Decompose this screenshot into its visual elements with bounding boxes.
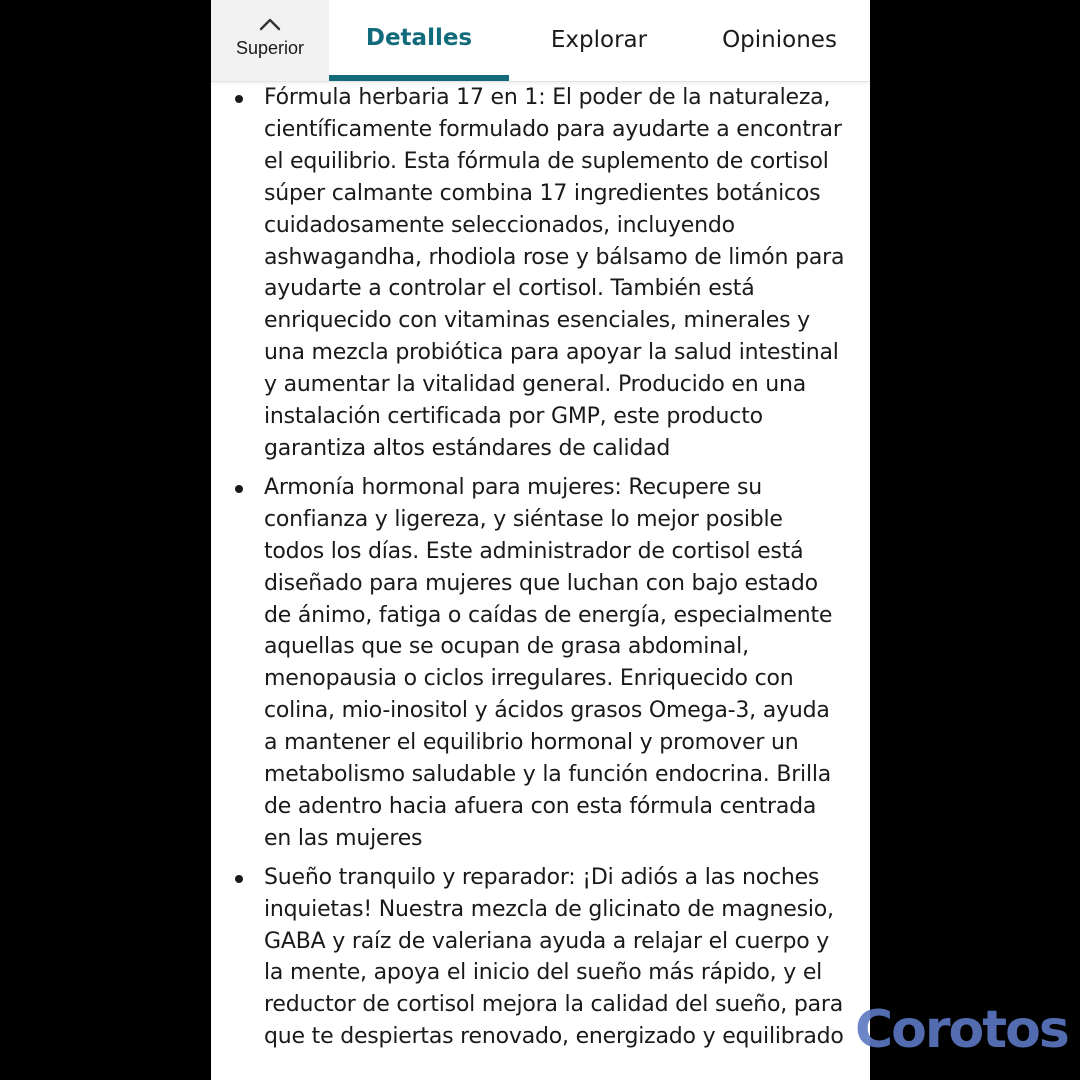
bullet-text: Armonía hormonal para mujeres: Recupere su confianza y ligereza, y siéntase lo mejor posible todos los días. Este administrador de cortisol está diseñado para mujeres que luchan con bajo estado de ánimo, fatiga o caídas de energía, especialmente aquellas que se ocupan de grasa abdominal, menopausia o ciclos irregulares. Enriquecido con colina, mio-inositol y ácidos grasos Omega-3, ayuda a mantener el equilibrio hormonal y promover un metabolismo saludable y la función endocrina. Brilla de adentro hacia afuera con esta fórmula centrada en las mujeres [264, 474, 833, 851]
list-item [233, 82, 846, 465]
tab-bar [211, 0, 870, 82]
details-content [211, 82, 870, 1060]
active-tab-indicator [329, 75, 509, 81]
bullet-dot [235, 485, 243, 493]
scroll-to-top-label: Superior [235, 38, 305, 58]
bullet-text: Sueño tranquilo y reparador: ¡Di adiós a las noches inquietas! Nuestra mezcla de glicinato de magnesio, GABA y raíz de valeriana ayuda a relajar el cuerpo y la mente, apoya el inicio del sueño más rápido, y el reductor de cortisol mejora la calidad del sueño, para que te despiertas renovado, energizado y equilibrado [264, 864, 844, 1050]
tab-label: Explorar [550, 27, 648, 53]
watermark-logo: Corotos [855, 1000, 1068, 1060]
bullet-text: Fórmula herbaria 17 en 1: El poder de la naturaleza, científicamente formulado para ayudarte a encontrar el equilibrio. Esta fórmula de suplemento de cortisol súper calmante combina 17 ingredientes botánicos cuidadosamente seleccionados, incluyendo ashwagandha, rhodiola rose y bálsamo de limón para ayudarte a controlar el cortisol. También está enriquecido con vitaminas esenciales, minerales y una mezcla probiótica para apoyar la salud intestinal y aumentar la vitalidad general. Producido en una instalación certificada por GMP, este producto garantiza altos estándares de calidad [264, 85, 845, 461]
tab-opiniones[interactable] [689, 0, 870, 81]
chevron-up-icon [259, 17, 281, 31]
list-item [233, 862, 846, 1053]
tab-detalles[interactable] [329, 0, 509, 81]
tab-label: Opiniones [722, 27, 837, 53]
product-details-screen [211, 0, 870, 1080]
list-item [233, 472, 846, 855]
bullet-dot [235, 875, 243, 883]
tab-explorar[interactable] [509, 0, 689, 81]
tab-label: Detalles [365, 25, 473, 51]
scroll-to-top-button[interactable] [211, 0, 329, 81]
feature-bullet-list [233, 82, 846, 1053]
bullet-dot [235, 95, 243, 103]
